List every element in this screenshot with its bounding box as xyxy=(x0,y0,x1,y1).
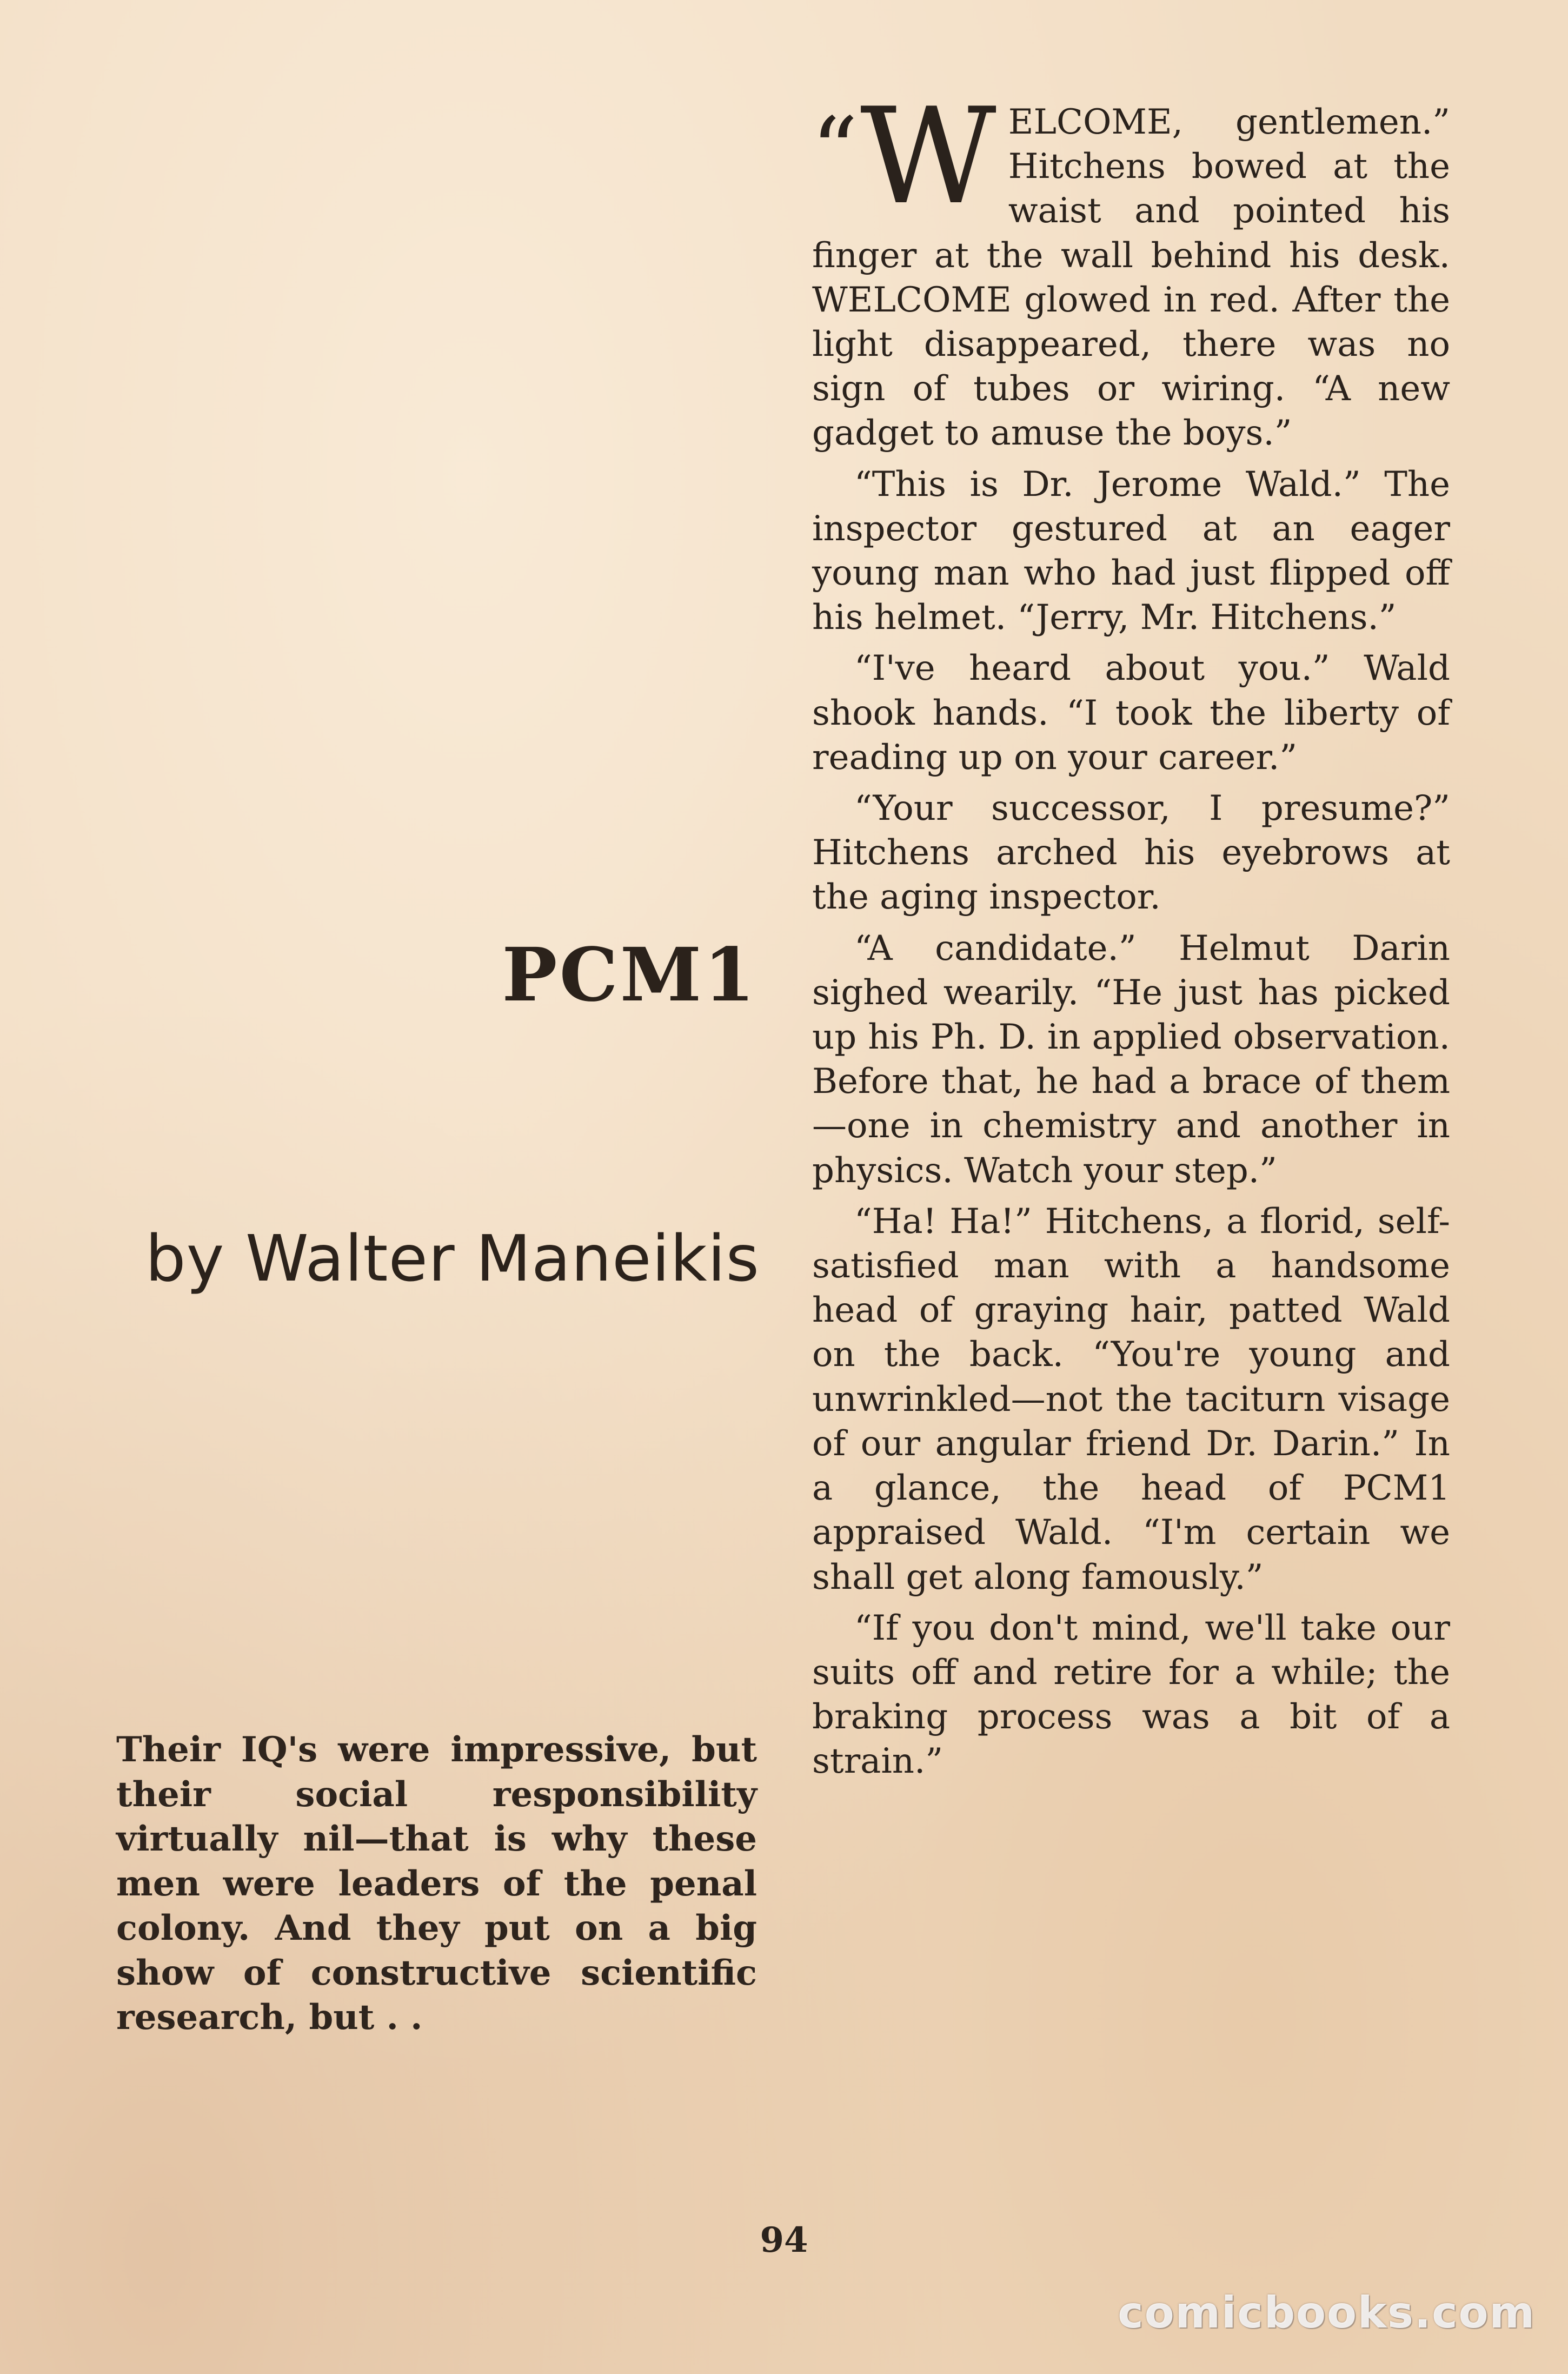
page-number: 94 xyxy=(760,2220,808,2260)
site-watermark: comicbooks.com xyxy=(1118,2287,1536,2338)
story-paragraph: “Ha! Ha!” Hitchens, a florid, self-satisfied man with a handsome head of graying hair, patted Wald on the back. “You're young and unwrinkled—not the taciturn visage of our angular friend Dr. Darin.” In a glance, the head of PCM1 appraised Wald. “I'm certain we shall get along famously.” xyxy=(812,1201,1450,1597)
story-title: PCM1 xyxy=(502,932,757,1018)
drop-cap xyxy=(811,79,996,234)
story-paragraph: “A candidate.” Helmut Darin sighed wearily. “He just has picked up his Ph. D. in applied observation. Before that, he had a brace of them—one in chemistry and another in physics. Watch your step.” xyxy=(812,928,1450,1191)
story-paragraph: “I've heard about you.” Wald shook hands. “I took the liberty of reading up on your career.” xyxy=(812,648,1450,778)
story-paragraph: “Your successor, I presume?” Hitchens arched his eyebrows at the aging inspector. xyxy=(812,788,1450,918)
paragraph-text: ELCOME, gentlemen.” Hitchens bowed at the waist and pointed his finger at the wall behind his desk. WELCOME glowed in red. After the light disappeared, there was no sign of tubes or wiring. “A new gadget to amuse the boys.” xyxy=(812,102,1450,454)
story-blurb: Their IQ's were impressive, but their social responsibility virtually nil—that is why these men were leaders of the penal colony. And they put on a big show of constructive scientific research, but . . xyxy=(116,1729,757,2038)
author-byline: by Walter Maneikis xyxy=(145,1221,760,1296)
drop-cap-letter: W xyxy=(860,79,996,234)
drop-cap-quote: “ xyxy=(811,98,858,205)
story-body xyxy=(811,79,1450,2209)
story-paragraph: “This is Dr. Jerome Wald.” The inspector gestured at an eager young man who had just flipped off his helmet. “Jerry, Mr. Hitchens.” xyxy=(812,464,1450,638)
story-paragraph xyxy=(811,79,1450,456)
story-paragraph: “If you don't mind, we'll take our suits off and retire for a while; the braking process was a bit of a strain.” xyxy=(812,1608,1450,1782)
